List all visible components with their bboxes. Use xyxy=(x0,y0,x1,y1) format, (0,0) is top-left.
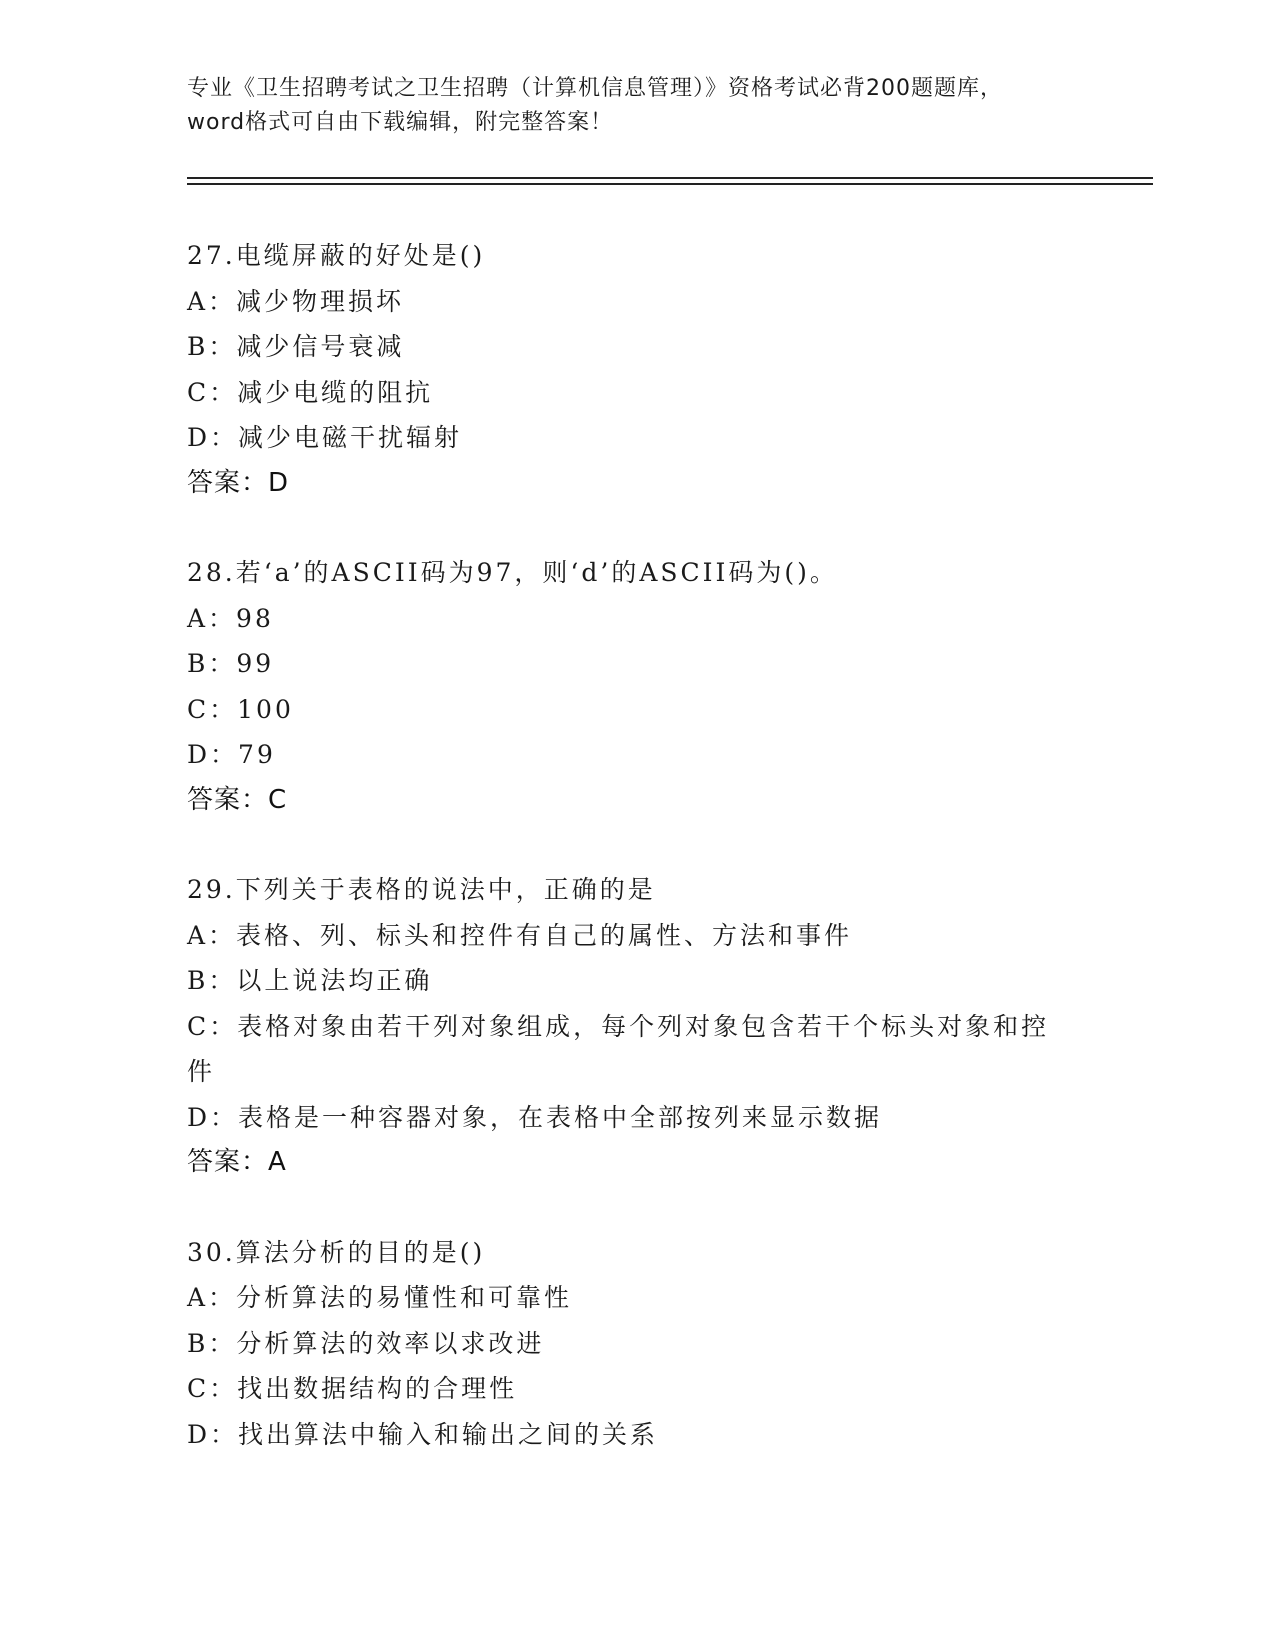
option-b: B：分析算法的效率以求改进 xyxy=(187,1328,545,1358)
option-a: A：98 xyxy=(187,603,274,633)
question-gap xyxy=(187,823,1087,867)
question-28 xyxy=(187,550,1087,823)
answer-label: 答案：A xyxy=(187,1147,287,1177)
question-stem: 29.下列关于表格的说法中，正确的是 xyxy=(187,875,656,904)
header-line-2: word格式可自由下载编辑，附完整答案！ xyxy=(187,110,614,135)
answer-label: 答案：C xyxy=(187,784,288,815)
question-27 xyxy=(187,233,1087,506)
option-a: A：减少物理损坏 xyxy=(187,286,405,316)
answer-label: 答案：D xyxy=(187,467,290,498)
option-c: C：表格对象由若干列对象组成，每个列对象包含若干个标头对象和控件 xyxy=(187,1011,1050,1086)
option-b: B：减少信号衰减 xyxy=(187,332,405,361)
option-a: A：分析算法的易懂性和可靠性 xyxy=(187,1283,573,1312)
document-header xyxy=(187,72,1087,140)
question-gap xyxy=(187,1186,1087,1230)
option-d: D：表格是一种容器对象，在表格中全部按列来显示数据 xyxy=(187,1102,883,1132)
option-d: D：79 xyxy=(187,740,276,769)
header-line-1: 专业《卫生招聘考试之卫生招聘（计算机信息管理）》资格考试必背200题题库， xyxy=(187,76,1003,101)
question-stem: 27.电缆屏蔽的好处是() xyxy=(187,241,486,270)
question-stem: 30.算法分析的目的是() xyxy=(187,1237,486,1267)
option-c: C：减少电缆的阻抗 xyxy=(187,377,434,407)
option-c: C：100 xyxy=(187,694,294,724)
question-stem: 28.若‘a’的ASCII码为97，则‘d’的ASCII码为()。 xyxy=(187,558,838,587)
question-gap xyxy=(187,506,1087,550)
option-d: D：找出算法中输入和输出之间的关系 xyxy=(187,1419,659,1449)
option-b: B：99 xyxy=(187,649,275,678)
option-c: C：找出数据结构的合理性 xyxy=(187,1374,518,1403)
question-29 xyxy=(187,867,1087,1186)
question-list xyxy=(187,233,1087,1457)
option-b: B：以上说法均正确 xyxy=(187,966,433,995)
question-30 xyxy=(187,1230,1087,1458)
header-divider-top xyxy=(187,177,1153,179)
option-a: A：表格、列、标头和控件有自己的属性、方法和事件 xyxy=(187,920,853,950)
header-divider-bottom xyxy=(187,183,1153,185)
option-d: D：减少电磁干扰辐射 xyxy=(187,423,463,452)
